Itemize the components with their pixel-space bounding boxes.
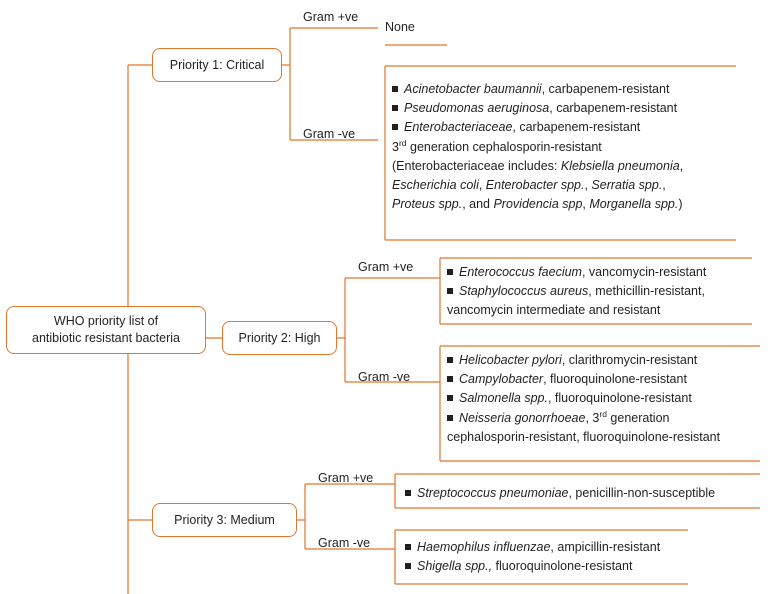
leaf-p3-gram-positive [405, 484, 760, 503]
root-label: WHO priority list of antibiotic resistant bacteria [32, 314, 180, 345]
bullet-icon [447, 415, 453, 421]
bullet-icon [392, 105, 398, 111]
leaf-item: cephalosporin-resistant, fluoroquinolone-resistant [447, 430, 721, 445]
label-p1-gram-negative: Gram -ve [303, 127, 356, 141]
bullet-icon [405, 490, 411, 496]
bullet-icon [447, 376, 453, 382]
bullet-icon [405, 544, 411, 550]
bullet-icon [405, 563, 411, 569]
leaf-item: Escherichia coli, Enterobacter spp., Serratia spp., [392, 178, 666, 193]
leaf-p1-gram-negative [392, 80, 736, 214]
priority-2-label: Priority 2: High [238, 330, 321, 345]
leaf-item: Pseudomonas aeruginosa, carbapenem-resistant [392, 99, 736, 118]
leaf-item: Campylobacter, fluoroquinolone-resistant [447, 370, 760, 389]
node-root[interactable] [6, 306, 206, 354]
bullet-icon [392, 124, 398, 130]
bullet-icon [392, 86, 398, 92]
leaf-p2-gram-positive [447, 263, 752, 320]
leaf-p2-gram-negative [447, 351, 760, 447]
priority-1-label: Priority 1: Critical [169, 57, 265, 72]
label-p3-gram-negative: Gram -ve [318, 536, 371, 550]
leaf-item: Enterococcus faecium, vancomycin-resistant [447, 263, 752, 282]
bullet-icon [447, 288, 453, 294]
node-priority-1[interactable] [152, 48, 282, 82]
priority-3-label: Priority 3: Medium [174, 512, 275, 527]
leaf-item: (Enterobacteriaceae includes: Klebsiella pneumonia, [392, 159, 684, 174]
label-p3-gram-positive: Gram +ve [318, 471, 374, 485]
leaf-item: Helicobacter pylori, clarithromycin-resistant [447, 351, 760, 370]
leaf-item: None [385, 20, 415, 34]
node-priority-2[interactable] [222, 321, 337, 355]
leaf-item: Staphylococcus aureus, methicillin-resistant, [447, 282, 752, 301]
label-p2-gram-negative: Gram -ve [358, 370, 411, 384]
leaf-item: Shigella spp., fluoroquinolone-resistant [405, 557, 688, 576]
leaf-item: Salmonella spp., fluoroquinolone-resistant [447, 389, 760, 408]
bullet-icon [447, 395, 453, 401]
ordinal-suffix: rd [599, 409, 607, 419]
leaf-item: 3rd generation cephalosporin-resistant [392, 138, 602, 155]
leaf-p3-gram-negative [405, 538, 688, 576]
bullet-icon [447, 269, 453, 275]
leaf-item: Proteus spp., and Providencia spp, Morganella spp.) [392, 197, 683, 212]
label-p1-gram-positive: Gram +ve [303, 10, 359, 24]
label-p2-gram-positive: Gram +ve [358, 260, 414, 274]
leaf-item: Neisseria gonorrhoeae, 3rd generation [447, 408, 760, 428]
leaf-item: Enterobacteriaceae, carbapenem-resistant [392, 118, 736, 137]
bullet-icon [447, 357, 453, 363]
leaf-item: Acinetobacter baumannii, carbapenem-resistant [392, 80, 736, 99]
leaf-item: Haemophilus influenzae, ampicillin-resistant [405, 538, 688, 557]
leaf-item: Streptococcus pneumoniae, penicillin-non-susceptible [405, 484, 760, 503]
leaf-item: vancomycin intermediate and resistant [447, 303, 661, 317]
node-priority-3[interactable] [152, 503, 297, 537]
ordinal-suffix: rd [398, 138, 407, 148]
leaf-p1-gram-positive [385, 20, 445, 37]
